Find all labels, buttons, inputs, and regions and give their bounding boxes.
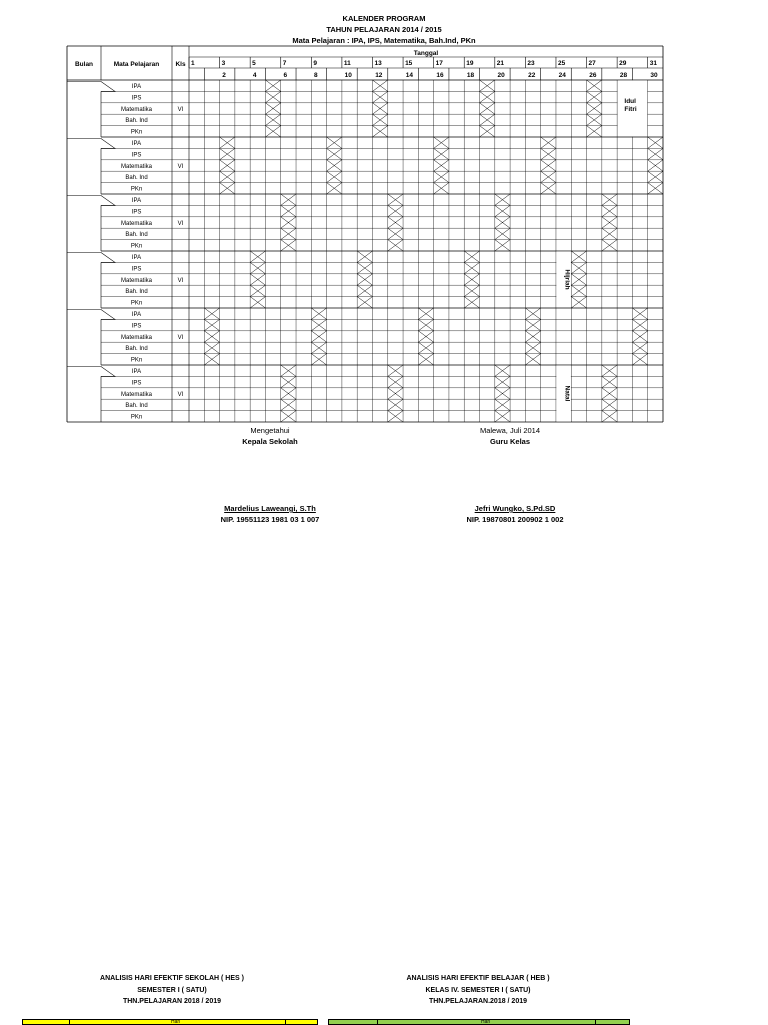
cross-mark	[281, 365, 296, 376]
subject-label: IPA	[131, 84, 142, 90]
cross-mark	[265, 103, 280, 114]
class-label: VI	[177, 106, 184, 113]
sig-left-line1: Mengetahui	[250, 426, 290, 435]
month-bracket	[67, 196, 115, 206]
cross-mark	[311, 342, 326, 353]
cross-mark	[372, 80, 387, 91]
cross-mark	[372, 114, 387, 125]
sig-left-line2: Kepala Sekolah	[242, 437, 298, 446]
cross-mark	[464, 297, 479, 308]
page-subtitle-year: TAHUN PELAJARAN 2014 / 2015	[326, 25, 442, 34]
cross-mark	[311, 308, 326, 319]
subject-label: IPS	[131, 323, 142, 330]
cross-mark	[220, 183, 235, 194]
subject-label: Bah. Ind	[125, 346, 148, 353]
date-label: 8	[314, 72, 318, 79]
cross-mark	[418, 354, 433, 365]
subject-label: PKn	[130, 300, 143, 307]
cross-mark	[480, 114, 495, 125]
cross-mark	[632, 308, 647, 319]
cross-mark	[388, 365, 403, 376]
cross-mark	[388, 376, 403, 387]
col-header-tanggal: Tanggal	[413, 50, 439, 57]
cross-mark	[602, 240, 617, 251]
cross-mark	[220, 171, 235, 182]
hes-title: ANALISIS HARI EFEKTIF SEKOLAH ( HES )	[100, 975, 244, 982]
cross-mark	[632, 331, 647, 342]
cross-mark	[418, 331, 433, 342]
heb-semester: KELAS IV. SEMESTER I ( SATU)	[425, 987, 531, 994]
calendar-table	[0, 0, 768, 430]
cross-mark	[480, 80, 495, 91]
date-label: 5	[252, 60, 256, 67]
cross-mark	[434, 137, 449, 148]
cross-mark	[541, 171, 556, 182]
cross-mark	[311, 354, 326, 365]
subject-label: PKn	[130, 186, 143, 193]
cross-mark	[220, 148, 235, 159]
cross-mark	[632, 342, 647, 353]
cross-mark	[434, 171, 449, 182]
date-label: 20	[497, 72, 505, 79]
subject-label: IPA	[131, 198, 142, 204]
cross-mark	[495, 365, 510, 376]
date-label: 25	[557, 60, 566, 67]
cross-mark	[250, 297, 265, 308]
cross-mark	[495, 399, 510, 410]
cross-mark	[602, 228, 617, 239]
cross-mark	[327, 171, 342, 182]
heb-table-header	[328, 1019, 630, 1025]
date-label: 10	[344, 72, 352, 79]
cross-mark	[495, 217, 510, 228]
month-bracket	[67, 139, 115, 149]
cross-mark	[602, 194, 617, 205]
cross-mark	[250, 274, 265, 285]
date-label: 22	[528, 72, 536, 79]
cross-mark	[327, 183, 342, 194]
cross-mark	[388, 205, 403, 216]
cross-mark	[388, 228, 403, 239]
date-label: 18	[466, 72, 475, 79]
subject-label: Bah. Ind	[125, 118, 148, 125]
cross-mark	[495, 194, 510, 205]
cross-mark	[327, 160, 342, 171]
cross-mark	[281, 388, 296, 399]
sig-right-nip: NIP. 19870801 200902 1 002	[466, 515, 564, 524]
date-label: 24	[558, 72, 566, 79]
cross-mark	[495, 376, 510, 387]
subject-label: IPS	[131, 380, 142, 387]
date-label: 7	[282, 60, 287, 67]
cross-mark	[525, 331, 540, 342]
cross-mark	[480, 103, 495, 114]
cross-mark	[525, 319, 540, 330]
cross-mark	[525, 342, 540, 353]
cross-mark	[327, 137, 342, 148]
subject-label: Matematika	[120, 391, 153, 398]
sig-right-line1: Malewa, Juli 2014	[479, 426, 541, 435]
cross-mark	[357, 251, 372, 262]
cross-mark	[434, 183, 449, 194]
heb-title: ANALISIS HARI EFEKTIF BELAJAR ( HEB )	[406, 975, 550, 982]
subject-label: Matematika	[120, 220, 153, 227]
cross-mark	[418, 308, 433, 319]
cross-mark	[418, 342, 433, 353]
cross-mark	[587, 103, 602, 114]
cross-mark	[648, 171, 663, 182]
cross-mark	[571, 262, 586, 273]
cross-mark	[418, 319, 433, 330]
cross-mark	[265, 91, 280, 102]
cross-mark	[204, 308, 219, 319]
cross-mark	[541, 137, 556, 148]
subject-label: IPS	[131, 152, 142, 159]
cross-mark	[220, 160, 235, 171]
cross-mark	[250, 262, 265, 273]
col-header-mapel: Mata Pelajaran	[113, 61, 160, 68]
cross-mark	[464, 262, 479, 273]
date-label: 29	[619, 60, 627, 67]
col-header-bulan: Bulan	[74, 61, 94, 68]
date-label: 17	[435, 60, 443, 67]
holiday-label: Natal	[563, 385, 571, 402]
cross-mark	[571, 274, 586, 285]
date-label: 19	[466, 60, 474, 67]
subject-label: PKn	[130, 129, 143, 136]
class-label: VI	[177, 334, 184, 341]
class-label: VI	[177, 220, 184, 227]
page-title: KALENDER PROGRAM	[342, 14, 426, 23]
cross-mark	[587, 114, 602, 125]
holiday-label: Hijriah	[563, 269, 571, 290]
cross-mark	[311, 319, 326, 330]
subject-label: IPA	[131, 255, 142, 261]
cross-mark	[281, 228, 296, 239]
subject-label: Bah. Ind	[125, 232, 148, 239]
cross-mark	[281, 194, 296, 205]
cross-mark	[388, 194, 403, 205]
cross-mark	[327, 148, 342, 159]
subject-label: IPA	[131, 312, 142, 318]
cross-mark	[541, 148, 556, 159]
date-label: 15	[405, 60, 413, 67]
date-label: 11	[343, 60, 351, 67]
sig-left-name: Mardelius Laweangi, S.Th	[224, 504, 316, 513]
cross-mark	[480, 126, 495, 137]
heb-hari-label: Hari	[481, 1019, 491, 1025]
subject-label: Matematika	[120, 163, 153, 170]
date-label: 3	[221, 60, 226, 67]
cross-mark	[372, 126, 387, 137]
cross-mark	[464, 251, 479, 262]
cross-mark	[587, 126, 602, 137]
month-bracket	[67, 310, 115, 320]
cross-mark	[632, 354, 647, 365]
subject-label: Matematika	[120, 334, 153, 341]
holiday-label: Idul	[624, 98, 636, 105]
cross-mark	[434, 148, 449, 159]
subject-label: IPA	[131, 369, 142, 375]
cross-mark	[571, 251, 586, 262]
cross-mark	[265, 126, 280, 137]
cross-mark	[357, 297, 372, 308]
date-label: 2	[222, 72, 226, 79]
cross-mark	[281, 399, 296, 410]
cross-mark	[388, 411, 403, 422]
date-label: 30	[650, 72, 658, 79]
date-label: 23	[527, 60, 535, 67]
hes-table-header	[22, 1019, 318, 1025]
date-label: 26	[589, 72, 597, 79]
subject-label: Bah. Ind	[125, 403, 148, 410]
hes-semester: SEMESTER I ( SATU)	[137, 987, 207, 994]
date-label: 28	[619, 72, 628, 79]
class-label: VI	[177, 391, 184, 398]
cross-mark	[434, 160, 449, 171]
cross-mark	[480, 91, 495, 102]
cross-mark	[464, 285, 479, 296]
date-label: 4	[252, 72, 257, 79]
cross-mark	[357, 285, 372, 296]
date-label: 6	[283, 72, 288, 79]
date-label: 16	[436, 72, 444, 79]
subject-label: Bah. Ind	[125, 175, 148, 182]
hes-hari-label: Hari	[171, 1019, 181, 1025]
holiday-label: Fitri	[624, 106, 637, 113]
cross-mark	[648, 148, 663, 159]
subject-label: Matematika	[120, 106, 153, 113]
cross-mark	[250, 251, 265, 262]
cross-mark	[541, 160, 556, 171]
subject-label: Bah. Ind	[125, 289, 148, 296]
cross-mark	[204, 319, 219, 330]
cross-mark	[495, 228, 510, 239]
cross-mark	[265, 80, 280, 91]
cross-mark	[311, 331, 326, 342]
col-header-kls: Kls	[175, 61, 186, 68]
date-label: 1	[191, 60, 195, 67]
cross-mark	[571, 285, 586, 296]
cross-mark	[525, 354, 540, 365]
cross-mark	[602, 205, 617, 216]
cross-mark	[602, 376, 617, 387]
subject-label: PKn	[130, 243, 143, 250]
date-label: 21	[496, 60, 505, 67]
cross-mark	[388, 399, 403, 410]
date-label: 14	[405, 72, 414, 79]
subject-label: IPS	[131, 266, 142, 273]
cross-mark	[495, 240, 510, 251]
cross-mark	[495, 388, 510, 399]
sig-right-line2: Guru Kelas	[489, 437, 530, 446]
cross-mark	[648, 183, 663, 194]
cross-mark	[281, 240, 296, 251]
subject-label: IPA	[131, 141, 142, 147]
cross-mark	[571, 297, 586, 308]
class-label: VI	[177, 163, 184, 170]
hes-year: THN.PELAJARAN 2018 / 2019	[122, 998, 222, 1005]
subject-label: PKn	[130, 414, 143, 421]
page-subtitle-subjects: Mata Pelajaran : IPA, IPS, Matematika, Bah.Ind, PKn	[292, 36, 476, 45]
cross-mark	[204, 342, 219, 353]
month-bracket	[67, 82, 115, 92]
date-label: 31	[649, 60, 657, 67]
cross-mark	[632, 319, 647, 330]
cross-mark	[388, 217, 403, 228]
cross-mark	[265, 114, 280, 125]
cross-mark	[495, 411, 510, 422]
cross-mark	[495, 205, 510, 216]
cross-mark	[602, 399, 617, 410]
cross-mark	[602, 217, 617, 228]
subject-label: Matematika	[120, 277, 153, 284]
cross-mark	[648, 137, 663, 148]
cross-mark	[281, 411, 296, 422]
cross-mark	[220, 137, 235, 148]
cross-mark	[204, 354, 219, 365]
month-bracket	[67, 367, 115, 377]
cross-mark	[648, 160, 663, 171]
cross-mark	[281, 205, 296, 216]
cross-mark	[372, 91, 387, 102]
cross-mark	[204, 331, 219, 342]
subject-label: IPS	[131, 209, 142, 216]
cross-mark	[250, 285, 265, 296]
sig-left-nip: NIP. 19551123 1981 03 1 007	[220, 515, 320, 524]
date-label: 9	[313, 60, 317, 67]
heb-year: THN.PELAJARAN.2018 / 2019	[428, 998, 528, 1005]
cross-mark	[525, 308, 540, 319]
cross-mark	[388, 240, 403, 251]
cross-mark	[281, 217, 296, 228]
cross-mark	[372, 103, 387, 114]
month-bracket	[67, 253, 115, 263]
cross-mark	[602, 388, 617, 399]
date-label: 27	[588, 60, 596, 67]
cross-mark	[281, 376, 296, 387]
sig-right-name: Jefri Wungko, S.Pd.SD	[474, 504, 556, 513]
date-label: 12	[375, 72, 383, 79]
cross-mark	[602, 365, 617, 376]
subject-label: PKn	[130, 357, 143, 364]
cross-mark	[357, 274, 372, 285]
class-label: VI	[177, 277, 184, 284]
cross-mark	[587, 91, 602, 102]
cross-mark	[357, 262, 372, 273]
cross-mark	[587, 80, 602, 91]
cross-mark	[602, 411, 617, 422]
date-label: 13	[374, 60, 382, 67]
cross-mark	[541, 183, 556, 194]
cross-mark	[388, 388, 403, 399]
cross-mark	[464, 274, 479, 285]
subject-label: IPS	[131, 95, 142, 102]
